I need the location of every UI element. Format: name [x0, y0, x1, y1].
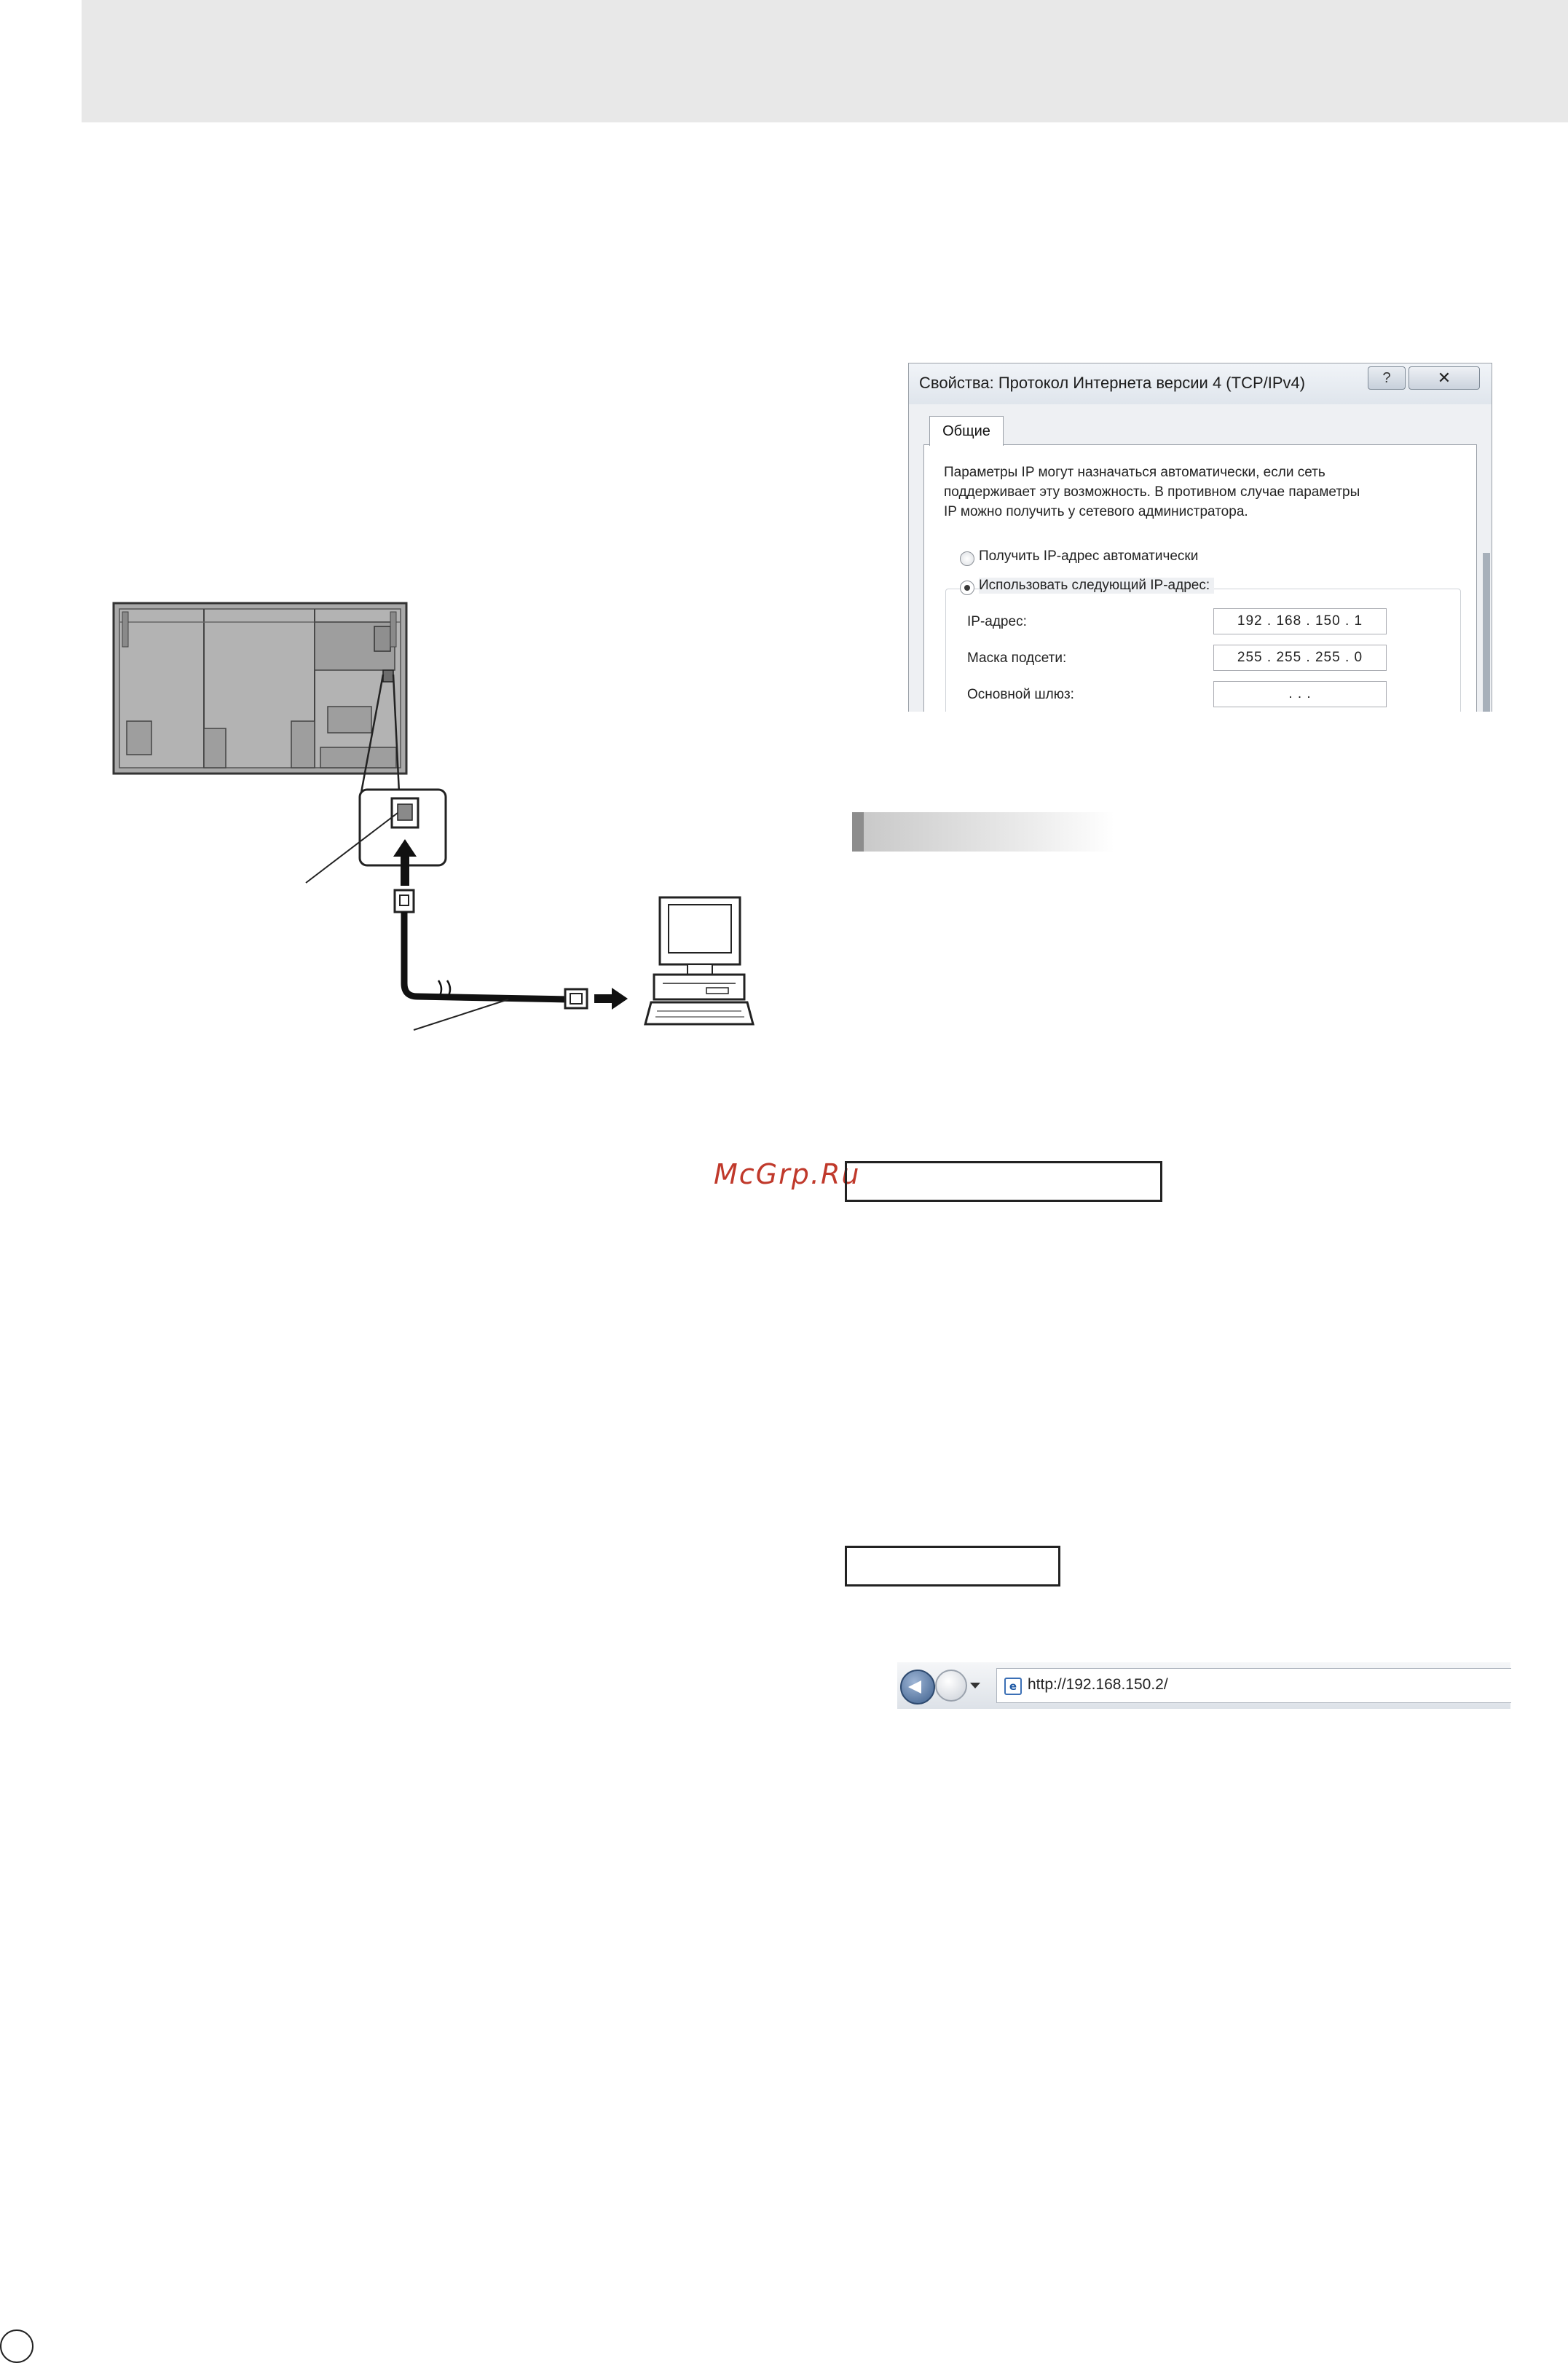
dialog-scrollbar — [1483, 553, 1490, 712]
browser-address-bar — [897, 1662, 1510, 1709]
section-heading-bar — [852, 812, 1114, 852]
back-arrow-icon[interactable] — [900, 1670, 935, 1705]
address-url: http://192.168.150.2/ — [1028, 1676, 1168, 1693]
address-input[interactable] — [996, 1668, 1511, 1703]
cable-pointer-line — [414, 999, 508, 1030]
help-button[interactable]: ? — [1368, 366, 1406, 390]
ip-address-label: IP-адрес: — [967, 614, 1027, 629]
subnet-mask-label: Маска подсети: — [967, 650, 1067, 666]
chevron-down-icon[interactable] — [970, 1683, 980, 1688]
dialog-title: Свойства: Протокол Интернета версии 4 (TCP/IPv4) — [919, 374, 1306, 392]
highlight-box — [845, 1546, 1060, 1587]
header-band — [82, 0, 1568, 122]
dialog-description: Параметры IP могут назначаться автоматически, если сеть поддерживает эту возможность. В противном случае параметры IP можно получить у сетевого администратора. — [944, 465, 1360, 519]
tcpip-properties-dialog — [908, 363, 1492, 712]
ip-address-field[interactable]: 192 . 168 . 150 . 1 — [1213, 608, 1387, 634]
default-gateway-field[interactable]: . . . — [1213, 681, 1387, 707]
tab-general[interactable]: Общие — [929, 416, 1004, 446]
display-rear-panel — [114, 603, 406, 774]
computer-icon — [645, 897, 753, 1024]
radio-manual-ip[interactable] — [960, 581, 974, 595]
radio-auto-ip-label: Получить IP-адрес автоматически — [979, 549, 1199, 564]
page-number-circle — [0, 2329, 34, 2363]
watermark: McGrp.Ru — [714, 1158, 861, 1190]
forward-icon[interactable] — [935, 1670, 967, 1702]
highlight-box — [845, 1161, 1162, 1202]
lan-connection-diagram — [109, 597, 779, 1034]
radio-manual-ip-label: Использовать следующий IP-адрес: — [979, 578, 1214, 594]
lan-cable — [404, 912, 568, 999]
radio-auto-ip[interactable] — [960, 551, 974, 566]
close-button[interactable]: ✕ — [1409, 366, 1480, 390]
arrow-right-icon — [594, 988, 628, 1010]
dialog-titlebar — [909, 363, 1492, 404]
default-gateway-label: Основной шлюз: — [967, 687, 1074, 702]
ie-page-icon: e — [1004, 1678, 1022, 1695]
subnet-mask-field[interactable]: 255 . 255 . 255 . 0 — [1213, 645, 1387, 671]
